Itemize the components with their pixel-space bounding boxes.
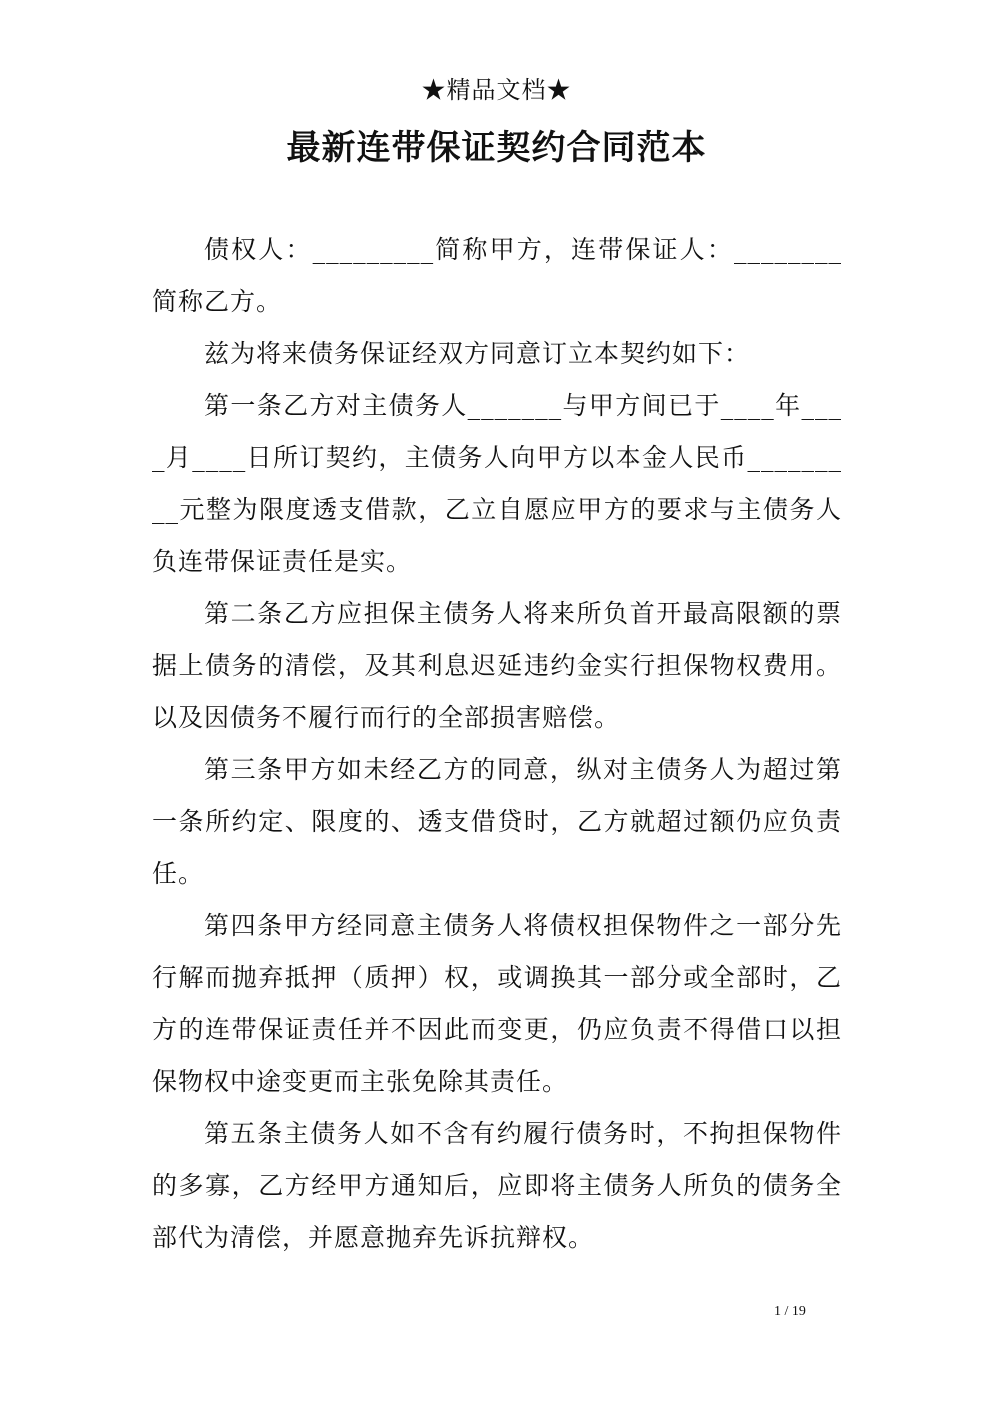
paragraph-article-3: 第三条甲方如未经乙方的同意，纵对主债务人为超过第一条所约定、限度的、透支借贷时，乙方就超过额仍应负责任。 [152, 755, 842, 888]
paragraph-article-5: 第五条主债务人如不含有约履行债务时，不拘担保物件的多寡，乙方经甲方通知后，应即将主债务人所负的债务全部代为清偿，并愿意抛弃先诉抗辩权。 [152, 1119, 842, 1252]
paragraph-parties: 债权人：_________简称甲方，连带保证人：________简称乙方。 [152, 235, 842, 316]
paragraph-article-1: 第一条乙方对主债务人_______与甲方间已于____年____月____日所订契约，主债务人向甲方以本金人民币_________元整为限度透支借款，乙立自愿应甲方的要求与主债务人负连带保证责任是实。 [152, 391, 842, 576]
paragraph-article-4: 第四条甲方经同意主债务人将债权担保物件之一部分先行解而抛弃抵押（质押）权，或调换其一部分或全部时，乙方的连带保证责任并不因此而变更，仍应负责不得借口以担保物权中途变更而主张免除其责任。 [152, 911, 842, 1096]
paragraph-article-2: 第二条乙方应担保主债务人将来所负首开最高限额的票据上债务的清偿，及其利息迟延违约金实行担保物权费用。以及因债务不履行而行的全部损害赔偿。 [152, 599, 842, 732]
header-mark: ★精品文档★ [421, 76, 572, 104]
paragraph-preamble: 兹为将来债务保证经双方同意订立本契约如下： [204, 339, 751, 368]
document-body [152, 224, 842, 1264]
page-number: 1 / 19 [774, 1304, 806, 1319]
document-title: 最新连带保证契约合同范本 [286, 128, 707, 168]
